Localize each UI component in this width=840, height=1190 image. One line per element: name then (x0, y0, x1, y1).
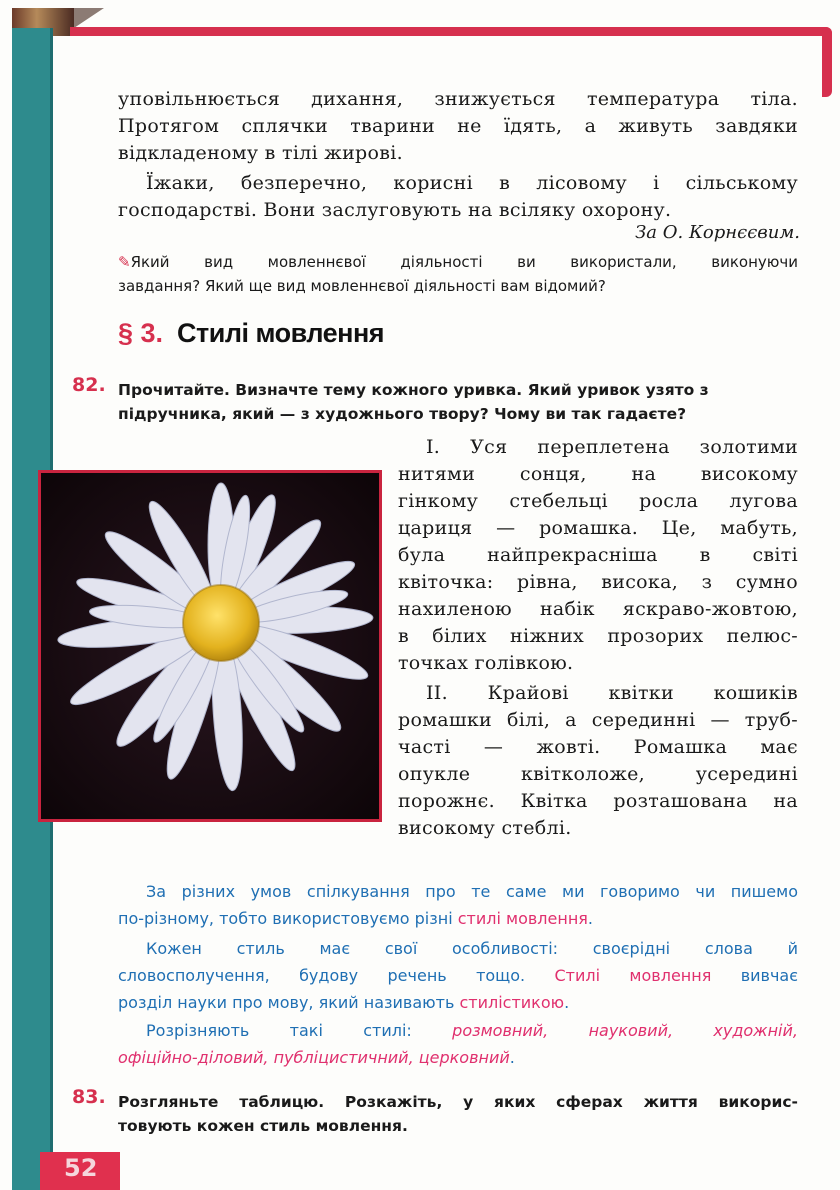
author-attribution: За О. Корнєєвим. (635, 222, 800, 243)
excerpt-line: I. Уся переплетена золотими (426, 436, 798, 458)
intro-line: Протягом сплячки тварини не їдять, а живуть завдяки (118, 115, 798, 137)
style-list: розмовний, науковий, художній, (452, 1021, 798, 1040)
excerpt-line: високому стеблі. (398, 817, 572, 839)
section-title: Стилі мовлення (177, 318, 385, 348)
excerpt-line: порожнє. Квітка розташована на (398, 790, 798, 812)
intro-paragraph-line: господарстві. Вони заслуговують на всіляку охорону. (118, 199, 672, 221)
excerpt-line: ромашки білі, а серединні — труб- (398, 709, 798, 731)
style-list: офіційно-діловий, публіцистичний, церковний (118, 1048, 510, 1067)
intro-paragraph-line: Їжаки, безперечно, корисні в лісовому і сільському (146, 172, 798, 194)
question-block (118, 250, 798, 298)
exercise-text (118, 1090, 798, 1138)
intro-line: відкладеному в тілі жирові. (118, 142, 403, 164)
exercise-line: Розгляньте таблицю. Розкажіть, у яких сферах життя викорис- (118, 1093, 798, 1111)
pencil-check-icon: ✎ (118, 253, 131, 271)
rule-line: словосполучення, будову речень тощо. Стилі мовлення вивчає (118, 966, 799, 985)
excerpt-line: II. Крайові квітки кошиків (426, 682, 798, 704)
excerpt-line: часті — жовті. Ромашка має (398, 736, 798, 758)
chamomile-flower-photo (38, 470, 382, 822)
intro-line: уповільнюється дихання, знижується температура тіла. (118, 88, 798, 110)
excerpt-line: точках голівкою. (398, 652, 574, 674)
exercise-line: підручника, який — з художнього твору? Чому ви так гадаєте? (118, 405, 687, 423)
rule-line: по-різному, тобто використовуємо різні стилі мовлення. (118, 909, 594, 928)
term-highlight: Стилі мовлення (554, 966, 712, 985)
term-highlight: стилістикою (459, 993, 565, 1012)
exercise-line: Прочитайте. Визначте тему кожного уривка. Який уривок узято з (118, 381, 709, 399)
excerpt-line: гінкому стебельці росла лугова (398, 490, 798, 512)
page-number: 52 (64, 1154, 98, 1182)
chamomile-flower-icon (41, 473, 379, 819)
top-border (70, 27, 832, 36)
excerpt-line: в білих ніжних прозорих пелюс- (398, 625, 798, 647)
top-border-corner (822, 27, 832, 97)
corner-decoration (74, 8, 104, 28)
excerpt-line: нахиленою набік яскраво-жовтою, (398, 598, 798, 620)
question-line: Який вид мовленнєвої діяльності ви використали, виконуючи (130, 253, 798, 271)
exercise-number: 83. (72, 1086, 106, 1108)
rule-line: офіційно-діловий, публіцистичний, церковний. (118, 1048, 515, 1067)
rule-line: Кожен стиль має свої особливості: своєрідні слова й (146, 939, 798, 958)
excerpt-line: опукле квітколоже, усередині (398, 763, 798, 785)
excerpt-line: цариця — ромашка. Це, мабуть, (398, 517, 798, 539)
section-number: § 3. (118, 318, 164, 348)
excerpt-line: нитями сонця, на високому (398, 463, 798, 485)
term-highlight: стилі мовлення (457, 909, 588, 928)
excerpt-line: квіточка: рівна, висока, з сумно (398, 571, 798, 593)
rule-line: розділ науки про мову, який називають стилістикою. (118, 993, 570, 1012)
exercise-text (118, 378, 709, 426)
section-heading (118, 318, 384, 349)
excerpt-line: була найпрекрасніша в світі (398, 544, 798, 566)
question-line: завдання? Який ще вид мовленнєвої діяльності вам відомий? (118, 277, 606, 295)
exercise-line: товують кожен стиль мовлення. (118, 1117, 408, 1135)
rule-line: За різних умов спілкування про те саме ми говоримо чи пишемо (146, 882, 798, 901)
exercise-number: 82. (72, 374, 106, 396)
rule-line: Розрізняють такі стилі: розмовний, науковий, художній, (146, 1021, 798, 1040)
